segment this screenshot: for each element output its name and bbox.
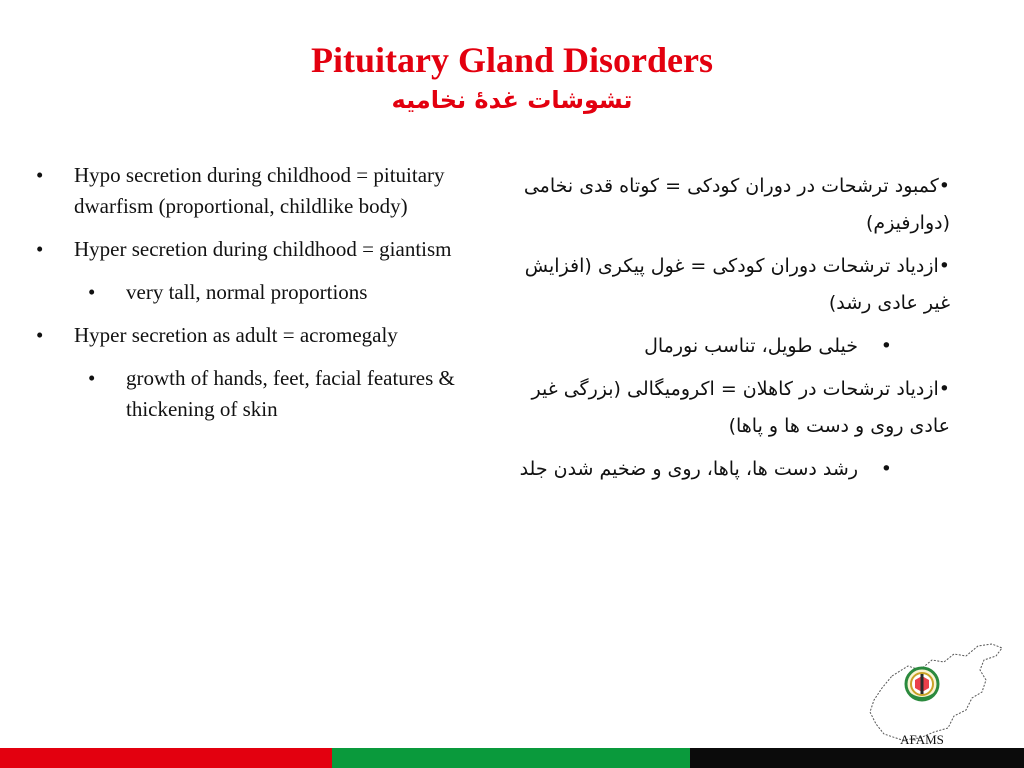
persian-bullet-item <box>500 371 950 445</box>
english-bullet-item <box>36 320 456 351</box>
english-bullet-item <box>36 160 456 222</box>
persian-sub-bullet-text: خیلی طویل، تناسب نورمال <box>644 335 858 357</box>
persian-bullet-text: •ازدیاد ترشحات دوران کودکی = غول پیکری (افزایش غیر عادی رشد) <box>524 255 950 314</box>
english-bullet-item <box>36 234 456 265</box>
english-bullet-text: Hyper secretion as adult = acromegaly <box>74 323 398 347</box>
english-bullet-list <box>36 160 456 437</box>
bullet-icon: • <box>36 323 44 347</box>
english-sub-bullet-text: growth of hands, feet, facial features & thickening of skin <box>126 366 455 421</box>
persian-bullet-item <box>500 248 950 322</box>
persian-bullet-text: •کمبود ترشحات در دوران کودکی = کوتاه قدی نخامی (دوارفیزم) <box>523 175 950 234</box>
english-sub-bullet-item <box>36 363 456 425</box>
persian-bullet-item <box>500 168 950 242</box>
persian-sub-bullet-item <box>500 451 950 488</box>
persian-bullet-text: •ازدیاد ترشحات در کاهلان = اکرومیگالی (بزرگی غیر عادی روی و دست ها و پاها) <box>531 378 950 437</box>
afams-label: AFAMS <box>900 732 944 747</box>
bullet-icon: • <box>36 163 44 187</box>
bullet-icon: • <box>36 237 44 261</box>
bullet-icon: • <box>880 458 892 480</box>
flag-bar-black <box>690 748 1024 768</box>
slide-title-persian: تشوشات غدهٔ نخامیه <box>391 86 633 114</box>
flag-bar-green <box>332 748 690 768</box>
flag-bar-red <box>0 748 332 768</box>
slide-title-english: Pituitary Gland Disorders <box>311 40 713 80</box>
persian-sub-bullet-text: رشد دست ها، پاها، روی و ضخیم شدن جلد <box>519 458 858 480</box>
english-sub-bullet-item <box>36 277 456 308</box>
bullet-icon: • <box>880 335 892 357</box>
bullet-icon: • <box>88 280 96 304</box>
persian-bullet-list <box>500 168 950 494</box>
english-sub-bullet-text: very tall, normal proportions <box>126 280 368 304</box>
bullet-icon: • <box>88 366 96 390</box>
english-bullet-text: Hyper secretion during childhood = giantism <box>74 237 452 261</box>
english-bullet-text: Hypo secretion during childhood = pituitary dwarfism (proportional, childlike body) <box>74 163 445 218</box>
persian-sub-bullet-item <box>500 328 950 365</box>
